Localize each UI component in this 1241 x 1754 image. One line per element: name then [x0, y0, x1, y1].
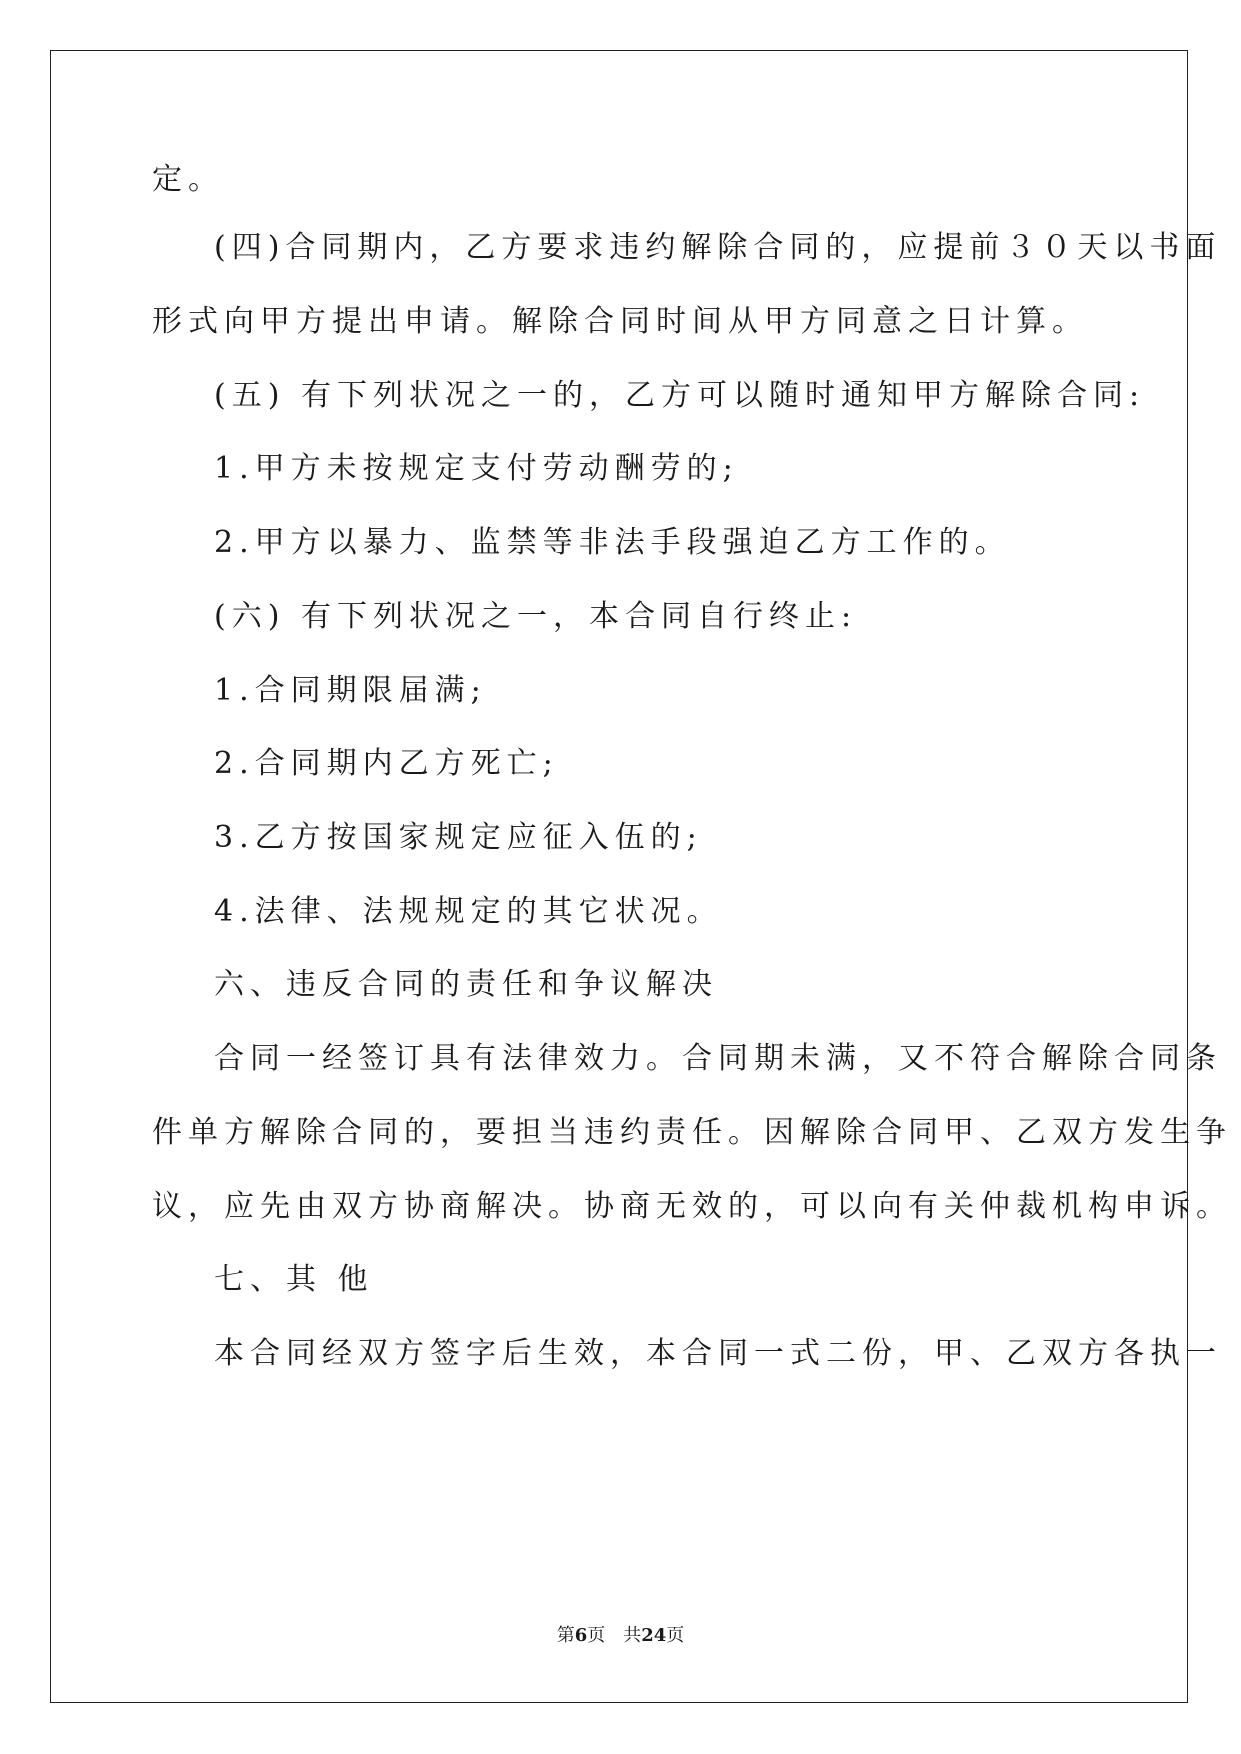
- page-total: 24: [641, 1625, 667, 1646]
- section-heading: 六、违反合同的责任和争议解决: [214, 967, 718, 1002]
- text-line: 2.甲方以暴力、监禁等非法手段强迫乙方工作的。: [214, 525, 1011, 560]
- total-unit: 页: [666, 1625, 685, 1646]
- section-heading: 七、其 他: [214, 1262, 374, 1297]
- text-line: 2.合同期内乙方死亡;: [214, 746, 559, 781]
- page-unit: 页: [587, 1625, 606, 1646]
- page-current: 6: [574, 1625, 588, 1646]
- text-line: (六) 有下列状况之一，本合同自行终止:: [214, 599, 858, 634]
- text-line: 1.甲方未按规定支付劳动酬劳的;: [214, 451, 739, 486]
- text-line: 定。: [152, 162, 224, 197]
- page-footer: [0, 1624, 1241, 1648]
- text-line: 1.合同期限届满;: [214, 673, 487, 708]
- text-line: 议，应先由双方协商解决。协商无效的，可以向有关仲裁机构申诉。: [152, 1189, 1232, 1224]
- text-line: (四)合同期内，乙方要求违约解除合同的，应提前３０天以书面: [214, 230, 1222, 265]
- text-line: 3.乙方按国家规定应征入伍的;: [214, 820, 703, 855]
- text-line: 件单方解除合同的，要担当违约责任。因解除合同甲、乙双方发生争: [152, 1115, 1232, 1150]
- page-prefix: 第: [556, 1625, 575, 1646]
- total-prefix: 共: [623, 1625, 642, 1646]
- text-line: 形式向甲方提出申请。解除合同时间从甲方同意之日计算。: [152, 304, 1088, 339]
- text-line: (五) 有下列状况之一的，乙方可以随时通知甲方解除合同:: [214, 378, 1146, 413]
- text-line: 4.法律、法规规定的其它状况。: [214, 894, 723, 929]
- text-line: 本合同经双方签字后生效，本合同一式二份，甲、乙双方各执一: [214, 1336, 1222, 1371]
- text-line: 合同一经签订具有法律效力。合同期未满，又不符合解除合同条: [214, 1041, 1222, 1076]
- page-border: [50, 50, 1188, 1703]
